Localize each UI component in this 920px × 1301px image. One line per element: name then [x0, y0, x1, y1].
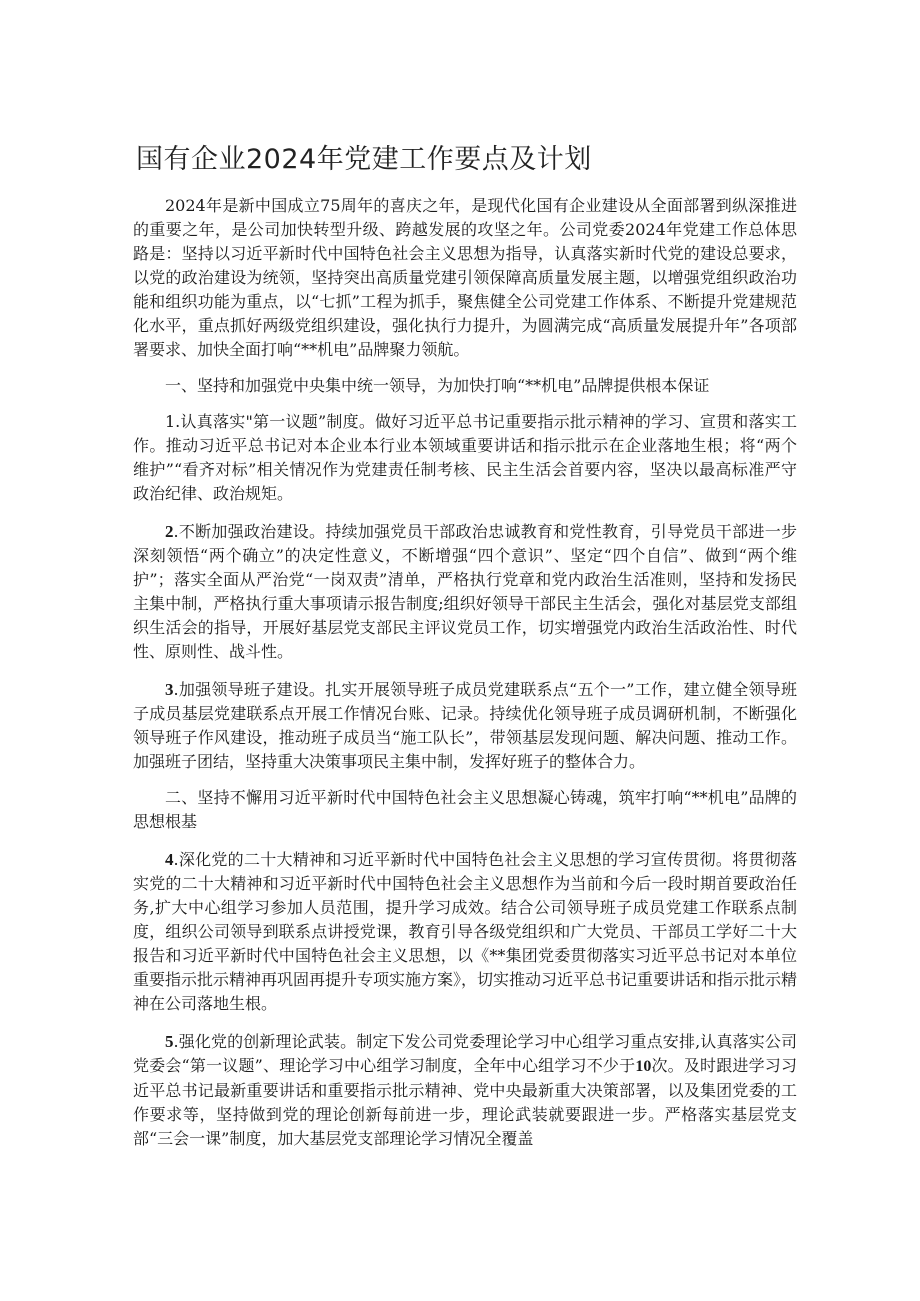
- item-2-paragraph: [133, 520, 797, 664]
- section-heading-1: 一、坚持和加强党中央集中统一领导，为加快打响“**机电”品牌提供根本保证: [165, 376, 710, 395]
- item-4-number: 4: [165, 850, 174, 869]
- item-5-text-a: .强化党的创新理论武装。制定下发公司党委理论学习中心组学习重点安排,认真落实公司党委会“第一议题”、理论学习中心组学习制度，全年中心组学习不少于: [133, 1032, 797, 1075]
- document-page: [133, 140, 797, 1151]
- item-3-number: 3: [165, 680, 174, 699]
- item-3-text: .加强领导班子建设。扎实开展领导班子成员党建联系点“五个一”工作，建立健全领导班子成员基层党建联系点开展工作情况台账、记录。持续优化领导班子成员调研机制，不断强化领导班子作风建设，推动班子成员当“施工队长”，带领基层发现问题、解决问题、推动工作。加强班子团结，坚持重大决策事项民主集中制，发挥好班子的整体合力。: [133, 680, 797, 771]
- item-4-text: .深化党的二十大精神和习近平新时代中国特色社会主义思想的学习宣传贯彻。将贯彻落实党的二十大精神和习近平新时代中国特色社会主义思想作为当前和今后一段时期首要政治任务,扩大中心组学习参加人员范围，提升学习成效。结合公司领导班子成员党建工作联系点制度，组织公司领导到联系点讲授党课，教育引导各级党组织和广大党员、干部员工学好二十大报告和习近平新时代中国特色社会主义思想，以《**集团党委贯彻落实习近平总书记对本单位重要指示批示精神再巩固再提升专项实施方案》，切实推动习近平总书记重要讲话和指示批示精神在公司落地生根。: [133, 850, 798, 1013]
- item-5-number: 5: [165, 1032, 174, 1051]
- document-title: 国有企业2024年党建工作要点及计划: [136, 144, 592, 175]
- item-5-count: 10: [635, 1058, 652, 1075]
- item-4-paragraph: [133, 848, 797, 1016]
- item-5-text-b: 次。及时跟进学习习近平总书记最新重要讲话和重要指示批示精神、党中央最新重大决策部署，以及集团党委的工作要求等，坚持做到党的理论创新每前进一步，理论武装就要跟进一步。严格落实基层党支部“三会一课”制度，加大基层党支部理论学习情况全覆盖: [133, 1056, 797, 1148]
- section-heading-2: 二、坚持不懈用习近平新时代中国特色社会主义思想凝心铸魂，筑牢打响“**机电”品牌的思想根基: [133, 788, 797, 831]
- item-2-number: 2: [165, 522, 174, 541]
- item-5-paragraph: [133, 1030, 797, 1151]
- intro-paragraph: 2024年是新中国成立75周年的喜庆之年，是现代化国有企业建设从全面部署到纵深推进的重要之年，是公司加快转型升级、跨越发展的攻坚之年。公司党委2024年党建工作总体思路是：坚持以习近平新时代中国特色社会主义思想为指导，认真落实新时代党的建设总要求，以党的政治建设为统领，坚持突出高质量党建引领保障高质量发展主题，以增强党组织政治功能和组织功能为重点，以“七抓”工程为抓手，聚焦健全公司党建工作体系、不断提升党建规范化水平，重点抓好两级党组织建设，强化执行力提升，为圆满完成“高质量发展提升年”各项部署要求、加快全面打响“**机电”品牌聚力领航。: [133, 196, 797, 359]
- item-2-text: .不断加强政治建设。持续加强党员干部政治忠诚教育和党性教育，引导党员干部进一步深刻领悟“两个确立”的决定性意义，不断增强“四个意识”、坚定“四个自信”、做到“两个维护”；落实全面从严治党“一岗双责”清单，严格执行党章和党内政治生活准则，坚持和发扬民主集中制，严格执行重大事项请示报告制度;组织好领导干部民主生活会，强化对基层党支部组织生活会的指导，开展好基层党支部民主评议党员工作，切实增强党内政治生活政治性、时代性、原则性、战斗性。: [133, 522, 797, 661]
- item-1-paragraph: 1.认真落实"第一议题”制度。做好习近平总书记重要指示批示精神的学习、宣贯和落实工作。推动习近平总书记对本企业本行业本领域重要讲话和指示批示在企业落地生根；将“两个维护”“看齐对标”相关情况作为党建责任制考核、民主生活会首要内容，坚决以最高标准严守政治纪律、政治规矩。: [133, 412, 797, 503]
- item-3-paragraph: [133, 678, 797, 774]
